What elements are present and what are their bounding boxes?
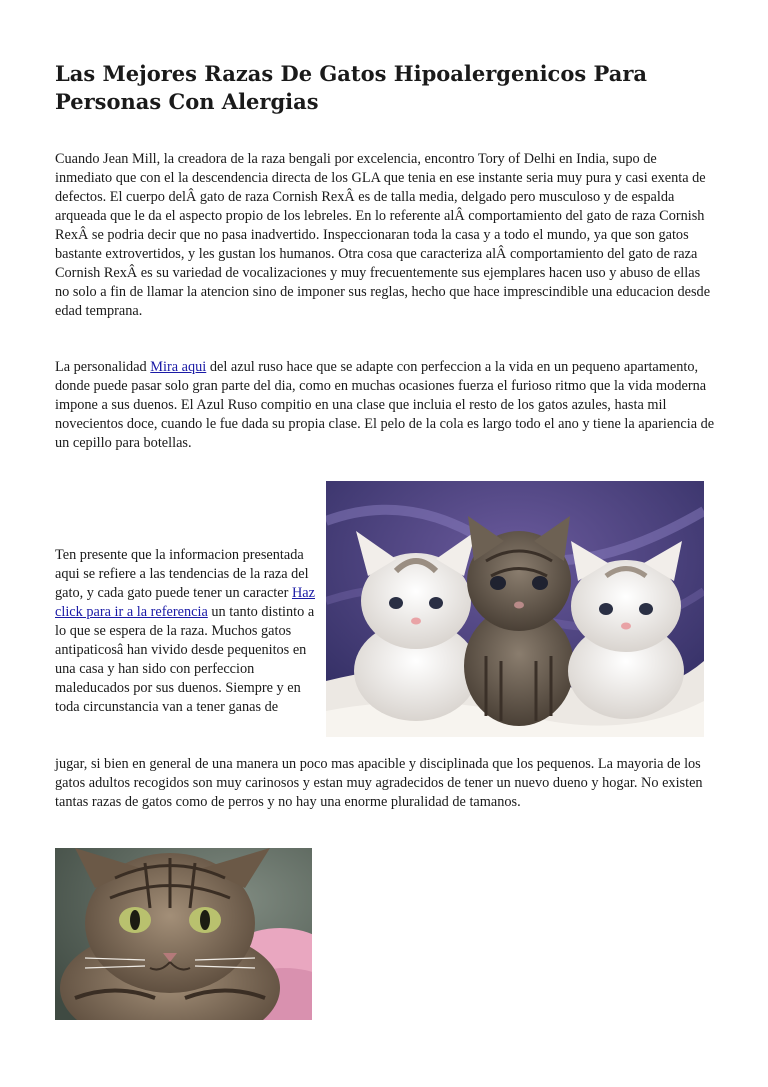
paragraph-3-text-before: Ten presente que la informacion presentada aqui se refiere a las tendencias de la raza del gato, y cada gato puede tener un caracter xyxy=(55,547,309,601)
mira-aqui-link[interactable]: Mira aqui xyxy=(150,359,207,375)
paragraph-3-text-after: un tanto distinto a lo que se espera de la raza. Muchos gatos antipaticosâ han vivido desde pequenitos en una casa y han sido con perfeccion maleducados por sus duenos. Siempre y en toda circunstancia van a tener ganas de xyxy=(55,604,315,715)
paragraph-3-continued: jugar, si bien en general de una manera un poco mas apacible y disciplinada que los pequenos. La mayoria de los gatos adultos recogidos son muy carinosos y estan muy agradecidos de tener un nuevo dueno y hogar. No existen tantas razas de gatos como de perros y no hay una enorme pluralidad de tamanos. xyxy=(55,756,703,810)
tabby-cat-photo xyxy=(55,848,312,1020)
paragraph-1: Cuando Jean Mill, la creadora de la raza bengali por excelencia, encontro Tory of Delhi en India, supo de inmediato que con el la descendencia directa de los GLA que tenia en ese instante seria muy pura y casi exenta de defectos. El cuerpo delÂ gato de raza Cornish RexÂ es de talla media, delgado pero musculoso y de espalda arqueada que le da el aspecto propio de los lebreles. En lo referente alÂ comportamiento del gato de raza Cornish RexÂ se podria decir que no pasa inadvertido. Inspeccionaran toda la casa y a todo el mundo, ya que son gatos bastante extrovertidos, y les gustan los humanos. Otra cosa que caracteriza alÂ comportamiento del gato de raza Cornish RexÂ es su variedad de vocalizaciones y muy frecuentemente sus ejemplares hacen uso y abuso de ellas no solo a fin de llamar la atencion sino de imponer sus reglas, hecho que hace imprescindible una educacion desde edad temprana. xyxy=(55,151,711,319)
page-title: Las Mejores Razas De Gatos Hipoalergenicos Para Personas Con Alergias xyxy=(55,61,647,114)
paragraph-2 xyxy=(55,358,715,453)
paragraph-2-text-before: La personalidad xyxy=(55,359,151,375)
referencia-link[interactable]: Haz click para ir a la referencia xyxy=(55,585,315,620)
kittens-photo xyxy=(326,481,704,737)
paragraph-3 xyxy=(55,546,320,717)
paragraph-2-text-after: del azul ruso hace que se adapte con perfeccion a la vida en un pequeno apartamento, donde puede pasar solo gran parte del dia, como en muchas ocasiones fuerza el furioso ritmo que la vida moderna impone a sus duenos. El Azul Ruso compitio en una clase que incluia el resto de los gatos azules, hasta mil novecientos doce, cuando le fue dada su propia clase. El pelo de la cola es largo todo el ano y tiene la apariencia de un cepillo para botellas. xyxy=(55,359,715,451)
